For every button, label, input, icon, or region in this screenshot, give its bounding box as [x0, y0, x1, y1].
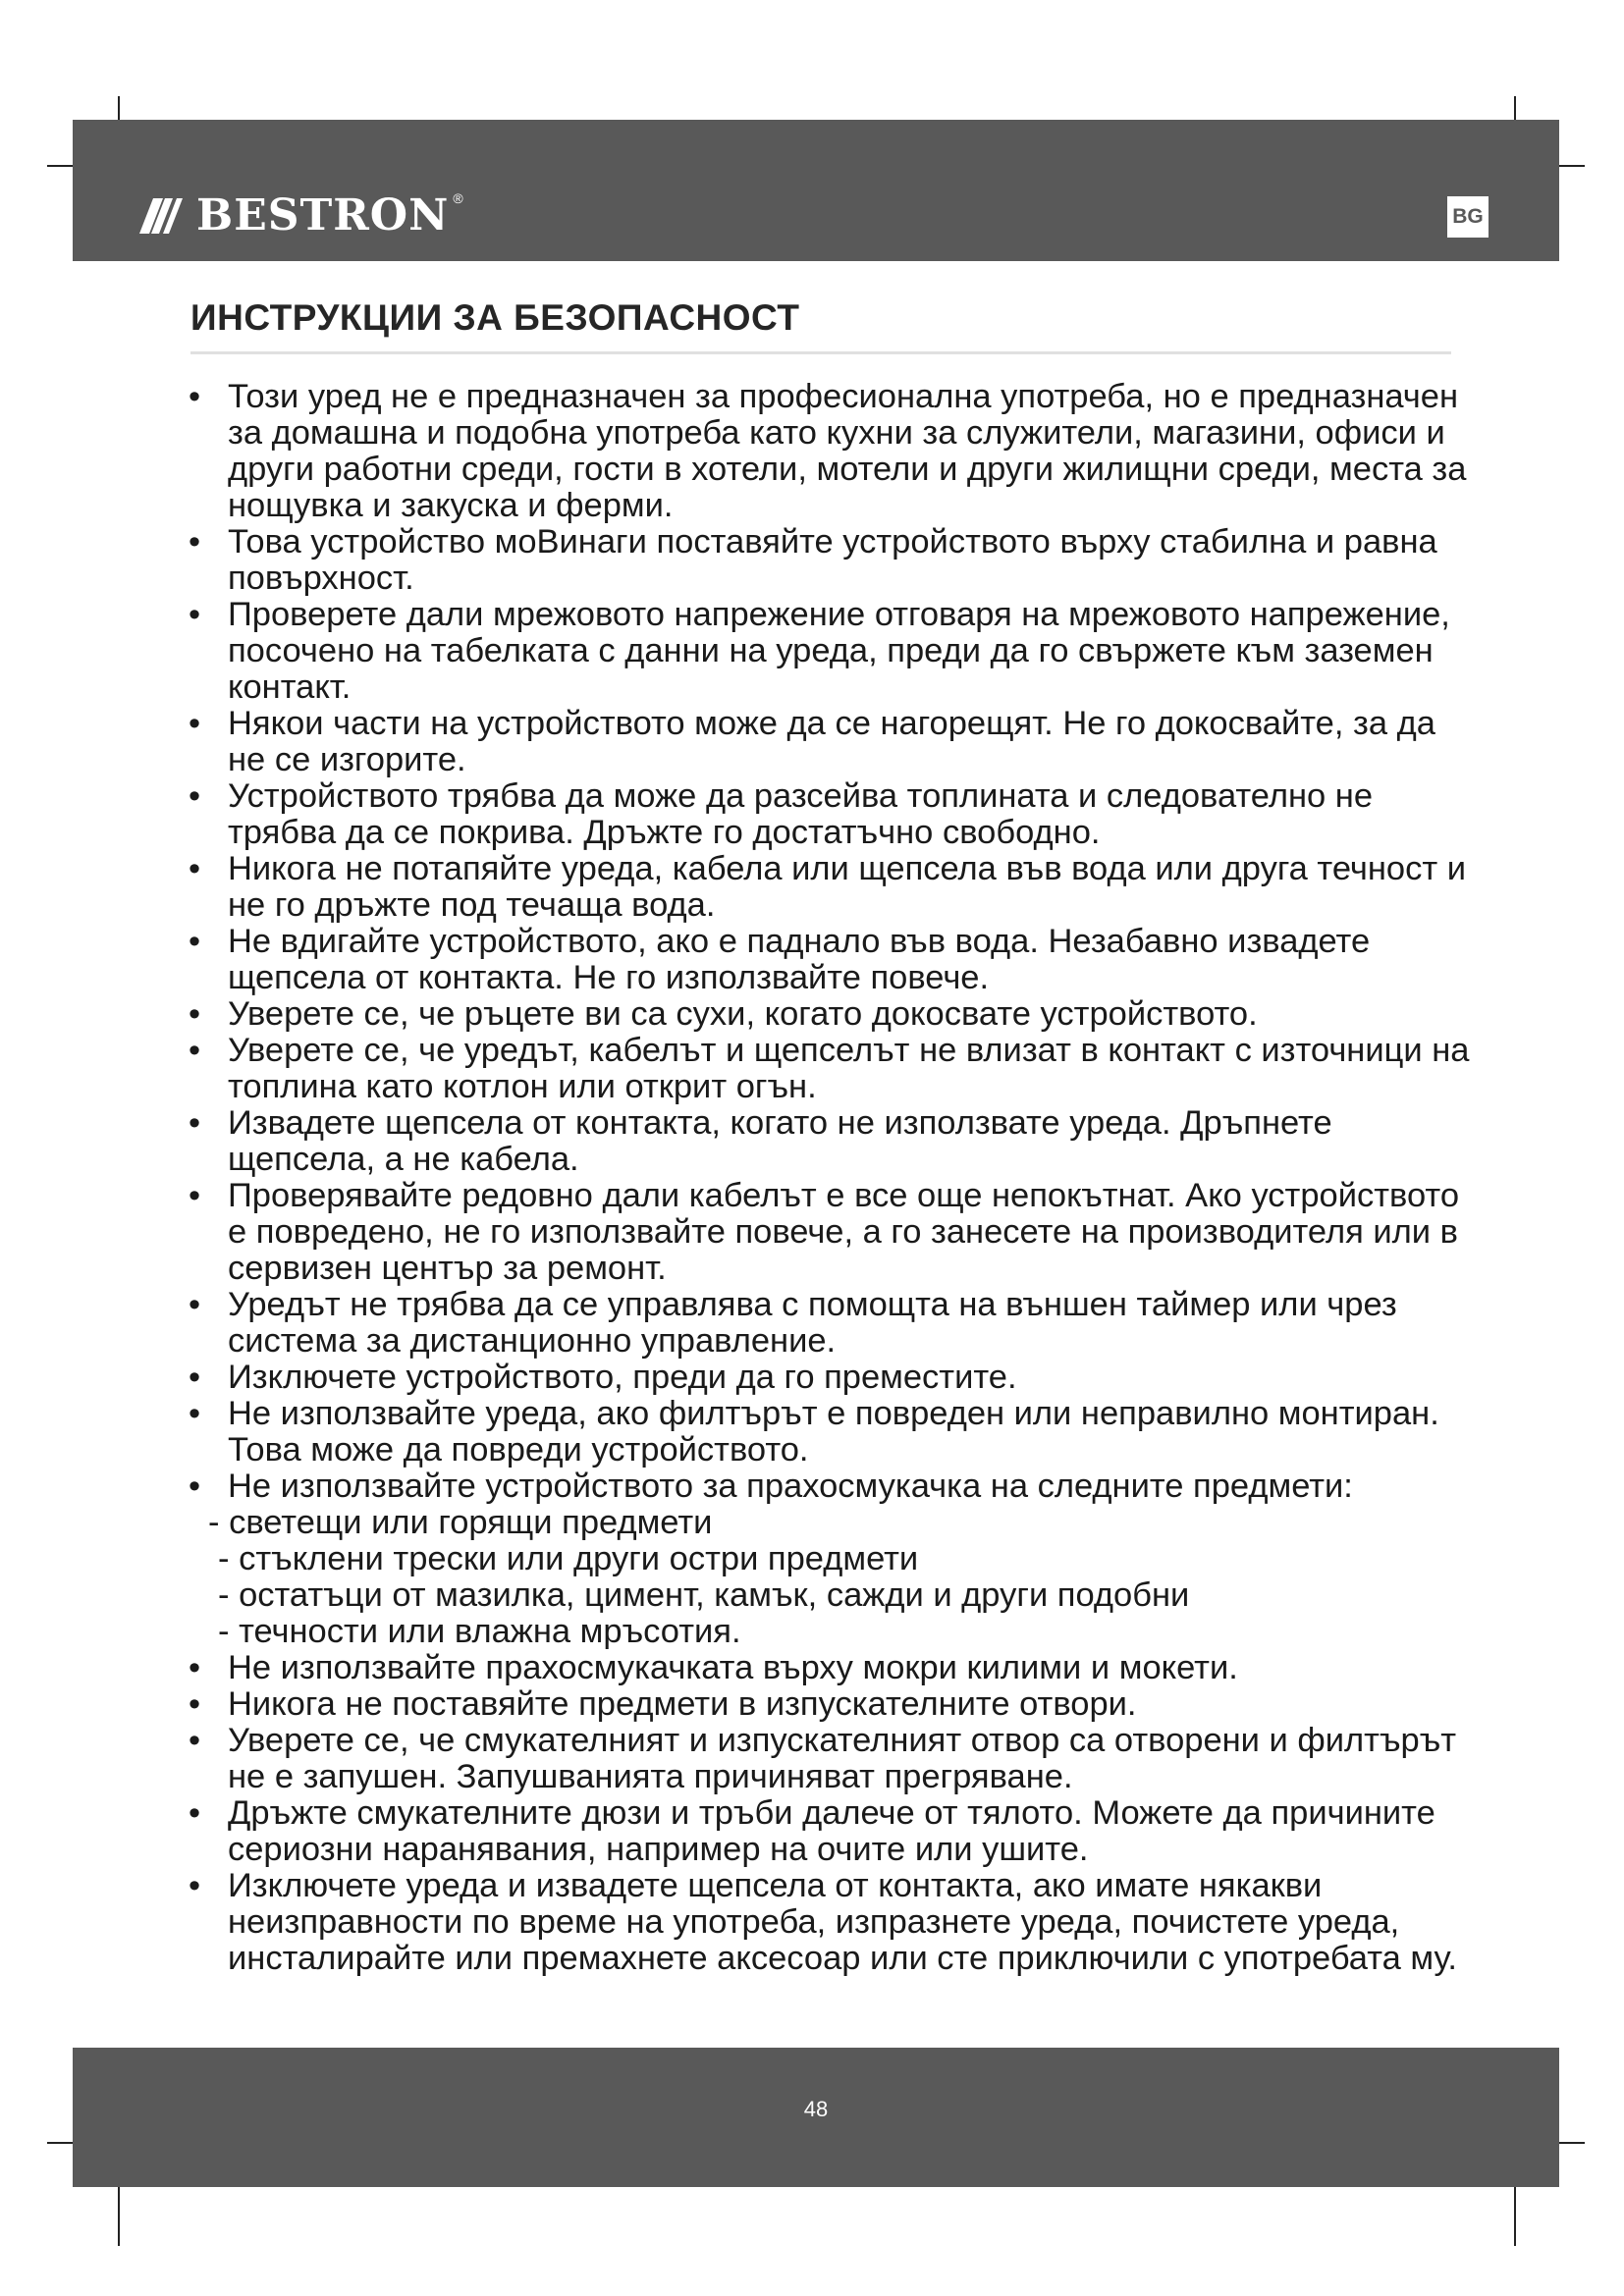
sub-list-item: - течности или влажна мръсотия.	[218, 1613, 741, 1650]
bullet-icon: •	[189, 850, 201, 887]
bullet-icon: •	[189, 1395, 201, 1432]
list-item-text: Извадете щепсела от контакта, когато не използвате уреда. Дръпнете щепсела, а не кабела.	[228, 1104, 1332, 1178]
list-item	[183, 996, 1479, 1033]
list-item-text: Изключете уреда и извадете щепсела от контакта, ако имате някакви неизправности по време на употреба, изпразнете уреда, почистете уреда, инсталирайте или премахнете аксесоар или сте приключили с употребата му.	[228, 1867, 1457, 1977]
list-item	[183, 778, 1479, 851]
bullet-icon: •	[189, 1104, 201, 1142]
bullet-icon: •	[189, 1359, 201, 1396]
instruction-list	[183, 379, 1479, 1505]
list-item	[183, 597, 1479, 706]
bullet-icon: •	[189, 1794, 201, 1832]
bullet-icon: •	[189, 1177, 201, 1214]
list-item	[183, 1650, 1479, 1686]
brand-name: BESTRON	[196, 190, 450, 240]
list-item-text: Никога не потапяйте уреда, кабела или щепсела във вода или друга течност и не го дръжте под течаща вода.	[228, 850, 1467, 924]
brand-logo	[137, 188, 463, 243]
list-item-text: Това устройство моВинаги поставяйте устройството върху стабилна и равна повърхност.	[228, 523, 1437, 597]
list-item-text: Не използвайте устройството за прахосмукачка на следните предмети:	[228, 1468, 1353, 1505]
list-item-text: Уредът не трябва да се управлява с помощта на външен таймер или чрез система за дистанционно управление.	[228, 1286, 1397, 1360]
list-item-text: Някои части на устройството може да се нагорещят. Не го докосвайте, за да не се изгорите.	[228, 705, 1435, 778]
list-item	[183, 1795, 1479, 1868]
bullet-icon: •	[189, 1649, 201, 1686]
list-item-text: Никога не поставяйте предмети в изпускателните отвори.	[228, 1685, 1137, 1723]
bullet-icon: •	[189, 995, 201, 1033]
bullet-icon: •	[189, 777, 201, 815]
bullet-icon: •	[189, 1685, 201, 1723]
footer-bar	[73, 2048, 1559, 2187]
page-number: 48	[803, 2097, 829, 2121]
list-item-text: Не използвайте прахосмукачката върху мокри килими и мокети.	[228, 1649, 1238, 1686]
bestron-chevron-icon	[137, 196, 185, 236]
list-item	[183, 1868, 1479, 1977]
bullet-icon: •	[189, 1722, 201, 1759]
list-item-text: Дръжте смукателните дюзи и тръби далече от тялото. Можете да причините сериозни наранявания, например на очите или ушите.	[228, 1794, 1435, 1868]
bullet-icon: •	[189, 1032, 201, 1069]
safety-instructions	[183, 379, 1479, 1977]
bullet-icon: •	[189, 923, 201, 960]
bullet-icon: •	[189, 1468, 201, 1505]
list-item-text: Този уред не е предназначен за професионална употреба, но е предназначен за домашна и подобна употреба като кухни за служители, магазини, офиси и други работни среди, гости в хотели, мотели и други жилищни среди, места за нощувка и закуска и ферми.	[228, 378, 1467, 524]
sub-list-item: - стъклени трески или други остри предмети	[218, 1540, 919, 1577]
list-item	[183, 1105, 1479, 1178]
list-item	[183, 1033, 1479, 1105]
list-item	[183, 1686, 1479, 1723]
bullet-icon: •	[189, 523, 201, 561]
list-item	[183, 1178, 1479, 1287]
list-item	[183, 1723, 1479, 1795]
list-item-text: Уверете се, че смукателният и изпускателният отвор са отворени и филтърът не е запушен. Запушванията причиняват прегряване.	[228, 1722, 1457, 1795]
title-divider	[190, 351, 1451, 354]
sub-list-item: - остатъци от мазилка, цимент, камък, сажди и други подобни	[218, 1576, 1190, 1614]
list-item	[183, 924, 1479, 996]
page-title: ИНСТРУКЦИИ ЗА БЕЗОПАСНОСТ	[190, 297, 800, 338]
language-badge: BG	[1447, 196, 1489, 238]
list-item-text: Уверете се, че уредът, кабелът и щепселът не влизат в контакт с източници на топлина като котлон или открит огън.	[228, 1032, 1470, 1105]
list-item	[183, 1468, 1479, 1505]
instruction-list-continued	[183, 1650, 1479, 1977]
list-item-text: Проверете дали мрежовото напрежение отговаря на мрежовото напрежение, посочено на табелката с данни на уреда, преди да го свържете към заземен контакт.	[228, 596, 1450, 706]
header-bar	[73, 120, 1559, 261]
sub-list	[183, 1505, 1479, 1650]
list-item	[183, 1287, 1479, 1360]
bullet-icon: •	[189, 1286, 201, 1323]
list-item-text: Не вдигайте устройството, ако е паднало във вода. Незабавно извадете щепсела от контакта. Не го използвайте повече.	[228, 923, 1371, 996]
bullet-icon: •	[189, 705, 201, 742]
list-item	[183, 1396, 1479, 1468]
bullet-icon: •	[189, 596, 201, 633]
list-item-text: Изключете устройството, преди да го преместите.	[228, 1359, 1017, 1396]
list-item-text: Уверете се, че ръцете ви са сухи, когато докосвате устройството.	[228, 995, 1258, 1033]
sub-list-item: - светещи или горящи предмети	[208, 1504, 713, 1541]
bullet-icon: •	[189, 378, 201, 415]
crop-mark-br-v	[1514, 2177, 1516, 2246]
list-item-text: Не използвайте уреда, ако филтърът е повреден или неправилно монтиран. Това може да повреди устройството.	[228, 1395, 1439, 1468]
list-item	[183, 706, 1479, 778]
list-item	[183, 524, 1479, 597]
list-item-text: Устройството трябва да може да разсейва топлината и следователно не трябва да се покрива. Дръжте го достатъчно свободно.	[228, 777, 1374, 851]
crop-mark-bl-v	[118, 2177, 120, 2246]
registered-mark: ®	[453, 190, 463, 206]
bullet-icon: •	[189, 1867, 201, 1904]
list-item	[183, 1360, 1479, 1396]
list-item	[183, 379, 1479, 524]
list-item-text: Проверявайте редовно дали кабелът е все още непокътнат. Ако устройството е повредено, не го използвайте повече, а го занесете на производителя или в сервизен център за ремонт.	[228, 1177, 1460, 1287]
list-item	[183, 851, 1479, 924]
